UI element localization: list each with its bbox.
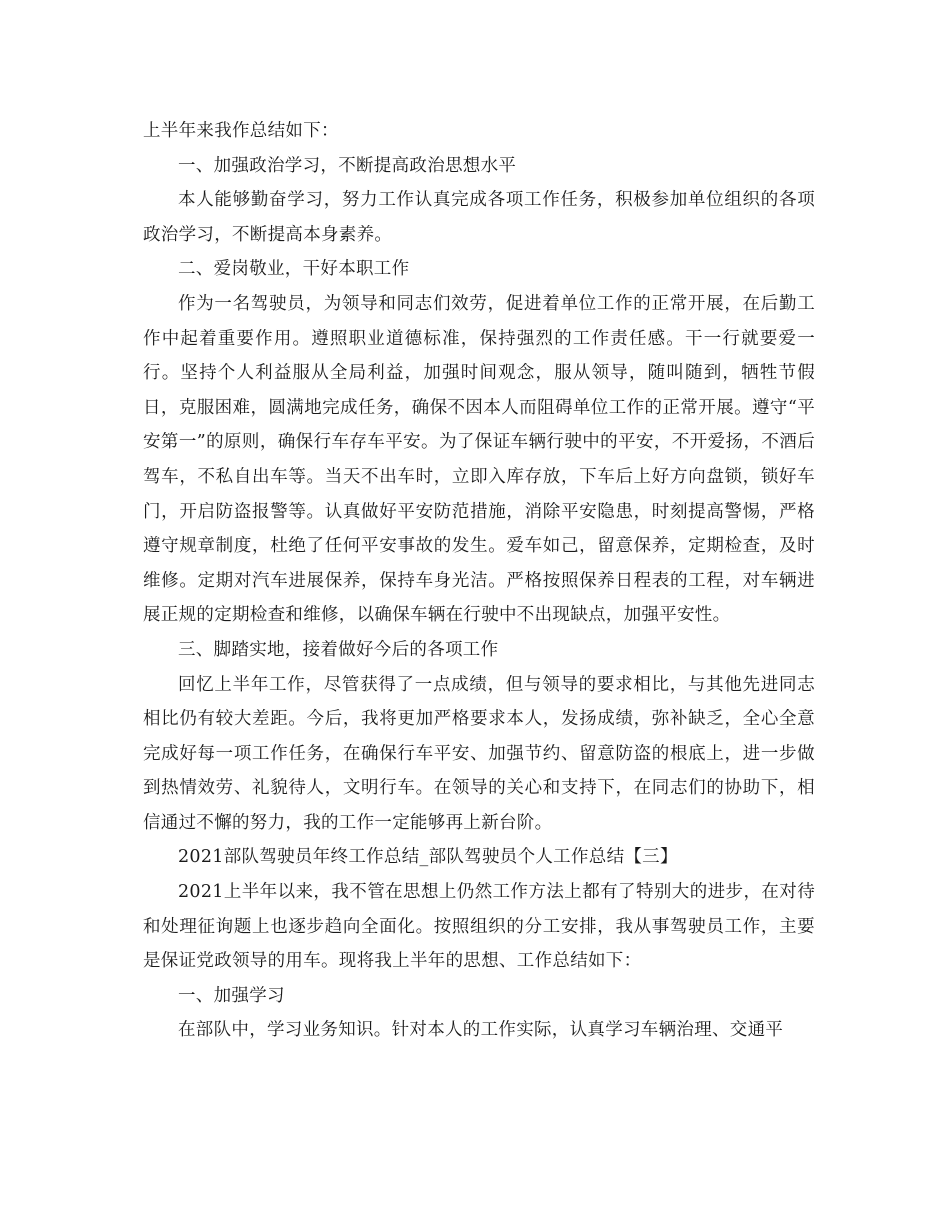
section-heading-political-study: 一、加强政治学习，不断提高政治思想水平: [178, 155, 517, 176]
paragraph-strengthen-study: 在部队中，学习业务知识。针对本人的工作实际，认真学习车辆治理、交通平: [178, 1020, 784, 1041]
document-body: [143, 114, 815, 1048]
paragraph-dedication: 作为一名驾驶员，为领导和同志们效劳，促进着单位工作的正常开展，在后勤工作中起着重要作用。遵照职业道德标准，保持强烈的工作责任感。干一行就要爱一行。坚持个人利益服从全局利益，加强时间观念，服从领导，随叫随到，牺牲节假日，克服困难，圆满地完成任务，确保不因本人而阻碍单位工作的正常开展。遵守“平安第一”的原则，确保行车存车平安。为了保证车辆行驶中的平安，不开爱扬，不酒后驾车，不私自出车等。当天不出车时，立即入库存放，下车后上好方向盘锁，锁好车门，开启防盗报警等。认真做好平安防范措施，消除平安隐患，时刻提高警惕，严格遵守规章制度，杜绝了任何平安事故的发生。爱车如己，留意保养，定期检查，及时维修。定期对汽车进展保养，保持车身光洁。严格按照保养日程表的工程，对车辆进展正规的定期检查和维修，以确保车辆在行驶中不出现缺点，加强平安性。: [143, 293, 815, 626]
section-heading-future-work: 三、脚踏实地，接着做好今后的各项工作: [178, 639, 499, 660]
section-heading-dedication: 二、爱岗敬业，干好本职工作: [178, 259, 410, 280]
paragraph-future-work: 回忆上半年工作，尽管获得了一点成绩，但与领导的要求相比，与其他先进同志相比仍有较大差距。今后，我将更加严格要求本人，发扬成绩，弥补缺乏，全心全意完成好每一项工作任务，在确保行车平安、加强节约、留意防盗的根底上，进一步做到热情效劳、礼貌待人，文明行车。在领导的关心和支持下，在同志们的协助下，相信通过不懈的努力，我的工作一定能够再上新台阶。: [143, 674, 815, 833]
paragraph-part-three-intro: 2021上半年以来，我不管在思想上仍然工作方法上都有了特别大的进步，在对待和处理征询题上也逐步趋向全面化。按照组织的分工安排，我从事驾驶员工作，主要是保证党政领导的用车。现将我上半年的思想、工作总结如下：: [143, 882, 815, 972]
paragraph-intro: 上半年来我作总结如下：: [143, 121, 339, 141]
article-title-part-three: 2021部队驾驶员年终工作总结_部队驾驶员个人工作总结【三】: [178, 847, 678, 868]
paragraph-political-study: 本人能够勤奋学习，努力工作认真完成各项工作任务，积极参加单位组织的各项政治学习，不断提高本身素养。: [143, 190, 815, 245]
section-heading-strengthen-study: 一、加强学习: [178, 985, 285, 1006]
